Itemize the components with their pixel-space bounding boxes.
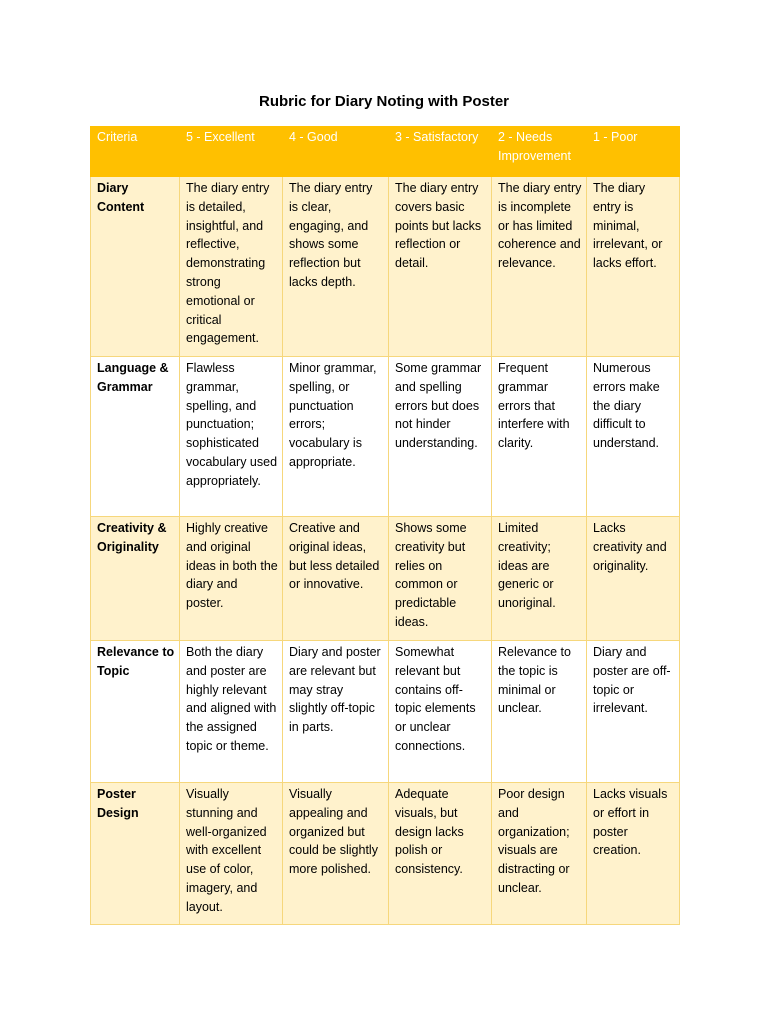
criteria-cell: Diary Content <box>91 177 180 357</box>
header-poor: 1 - Poor <box>587 127 680 177</box>
rubric-cell: The diary entry is minimal, irrelevant, or lacks effort. <box>587 177 680 357</box>
rubric-cell: Limited creativity; ideas are generic or unoriginal. <box>492 517 587 641</box>
rubric-cell: Poor design and organization; visuals are distracting or unclear. <box>492 783 587 925</box>
header-needs-improvement: 2 - Needs Improvement <box>492 127 587 177</box>
header-good: 4 - Good <box>283 127 389 177</box>
criteria-cell: Language & Grammar <box>91 357 180 517</box>
table-row <box>91 641 680 783</box>
rubric-cell: Diary and poster are off-topic or irrelevant. <box>587 641 680 783</box>
rubric-cell: Frequent grammar errors that interfere with clarity. <box>492 357 587 517</box>
table-row <box>91 357 680 517</box>
rubric-cell: The diary entry is clear, engaging, and shows some reflection but lacks depth. <box>283 177 389 357</box>
rubric-cell: Diary and poster are relevant but may stray slightly off-topic in parts. <box>283 641 389 783</box>
header-satisfactory: 3 - Satisfactory <box>389 127 492 177</box>
rubric-cell: Minor grammar, spelling, or punctuation errors; vocabulary is appropriate. <box>283 357 389 517</box>
page-title: Rubric for Diary Noting with Poster <box>258 93 510 110</box>
header-criteria: Criteria <box>91 127 180 177</box>
rubric-cell: The diary entry covers basic points but lacks reflection or detail. <box>389 177 492 357</box>
rubric-table <box>90 126 680 925</box>
table-row <box>91 177 680 357</box>
criteria-cell: Poster Design <box>91 783 180 925</box>
rubric-cell: Both the diary and poster are highly relevant and aligned with the assigned topic or theme. <box>180 641 283 783</box>
rubric-cell: Somewhat relevant but contains off-topic elements or unclear connections. <box>389 641 492 783</box>
criteria-cell: Relevance to Topic <box>91 641 180 783</box>
rubric-cell: Lacks creativity and originality. <box>587 517 680 641</box>
header-excellent: 5 - Excellent <box>180 127 283 177</box>
table-row <box>91 783 680 925</box>
rubric-cell: Numerous errors make the diary difficult to understand. <box>587 357 680 517</box>
criteria-cell: Creativity & Originality <box>91 517 180 641</box>
rubric-cell: The diary entry is incomplete or has limited coherence and relevance. <box>492 177 587 357</box>
rubric-cell: Visually appealing and organized but could be slightly more polished. <box>283 783 389 925</box>
rubric-cell: Some grammar and spelling errors but does not hinder understanding. <box>389 357 492 517</box>
rubric-cell: Flawless grammar, spelling, and punctuation; sophisticated vocabulary used appropriately. <box>180 357 283 517</box>
rubric-cell: Shows some creativity but relies on common or predictable ideas. <box>389 517 492 641</box>
rubric-cell: Highly creative and original ideas in both the diary and poster. <box>180 517 283 641</box>
rubric-cell: Visually stunning and well-organized with excellent use of color, imagery, and layout. <box>180 783 283 925</box>
header-row <box>91 127 680 177</box>
rubric-cell: Creative and original ideas, but less detailed or innovative. <box>283 517 389 641</box>
table-row <box>91 517 680 641</box>
rubric-cell: Adequate visuals, but design lacks polish or consistency. <box>389 783 492 925</box>
rubric-cell: Relevance to the topic is minimal or unclear. <box>492 641 587 783</box>
rubric-cell: Lacks visuals or effort in poster creation. <box>587 783 680 925</box>
rubric-cell: The diary entry is detailed, insightful, and reflective, demonstrating strong emotional or critical engagement. <box>180 177 283 357</box>
